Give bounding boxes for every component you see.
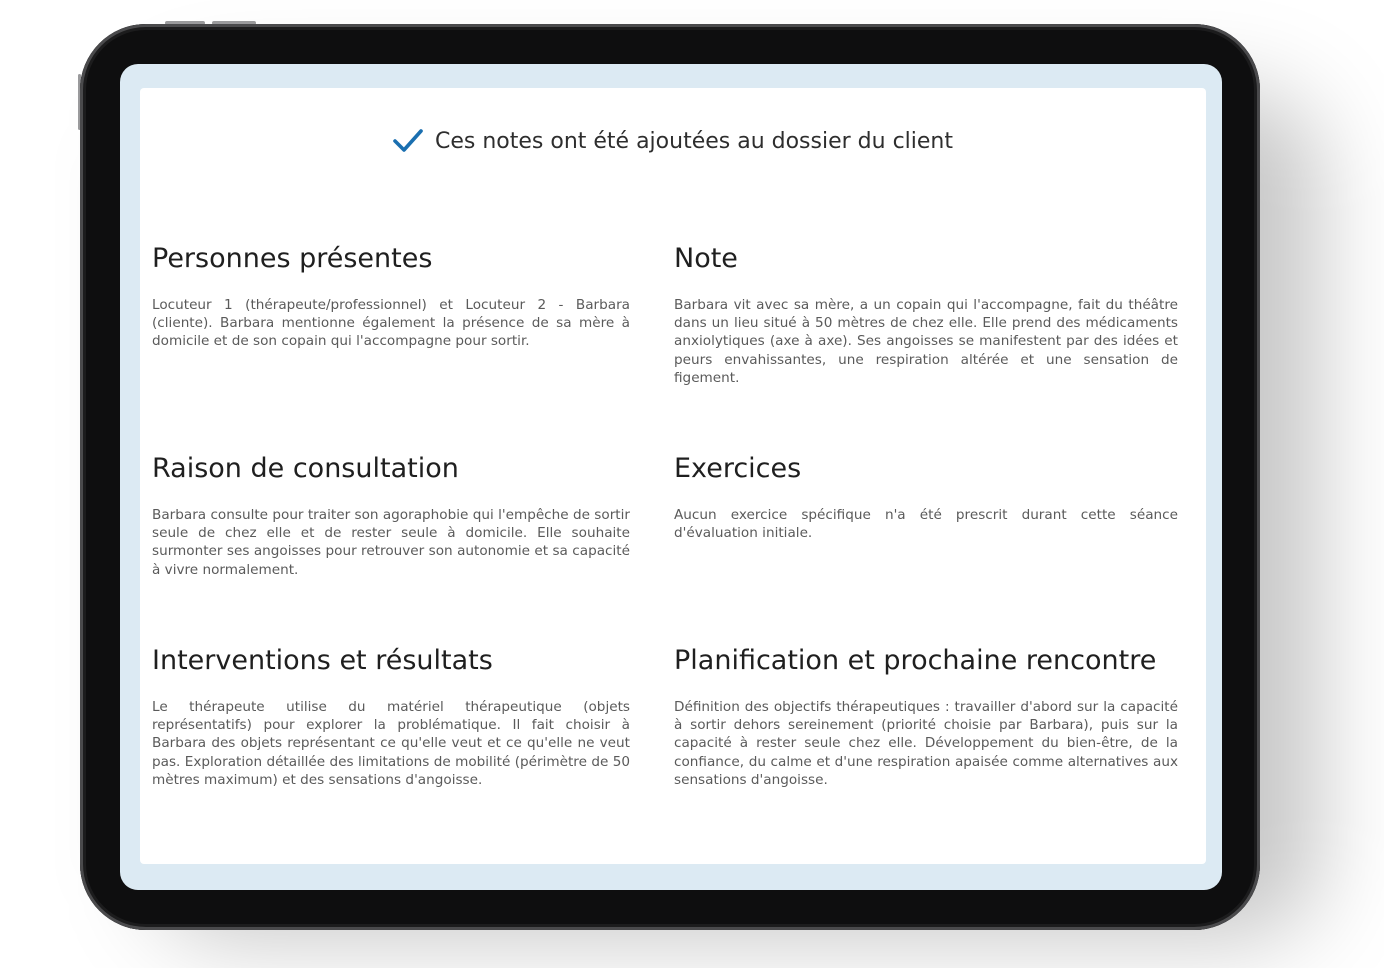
section-planification bbox=[674, 644, 1178, 789]
section-title: Planification et prochaine rencontre bbox=[674, 645, 1157, 676]
section-body: Aucun exercice spécifique n'a été prescrit durant cette séance d'évaluation initiale. bbox=[674, 507, 1178, 542]
confirmation-text: Ces notes ont été ajoutées au dossier du client bbox=[434, 128, 953, 154]
section-title: Note bbox=[674, 243, 738, 274]
section-personnes-presentes bbox=[152, 242, 630, 351]
section-interventions-et-resultats bbox=[152, 644, 630, 789]
tablet-screen bbox=[120, 64, 1222, 890]
section-title: Personnes présentes bbox=[152, 243, 433, 274]
section-title: Exercices bbox=[674, 453, 802, 484]
section-title: Interventions et résultats bbox=[152, 645, 493, 676]
section-body: Barbara consulte pour traiter son agoraphobie qui l'empêche de sortir seule de chez elle et de rester seule à domicile. Elle souhaite surmonter ses angoisses pour retrouver son autonomie et sa capacité à vivre normalement. bbox=[152, 507, 630, 578]
section-title: Raison de consultation bbox=[152, 453, 459, 484]
check-icon bbox=[393, 128, 423, 154]
notes-card bbox=[140, 88, 1206, 864]
section-body: Locuteur 1 (thérapeute/professionnel) et Locuteur 2 - Barbara (cliente). Barbara mentionne également la présence de sa mère à domicile et de son copain qui l'accompagne pour sortir. bbox=[152, 297, 630, 350]
section-body: Définition des objectifs thérapeutiques : travailler d'abord sur la capacité à sortir dehors sereinement (priorité choisie par Barbara), puis sur la capacité à rester seule chez elle. Développement du bien-être, de la confiance, du calme et d'une respiration apaisée comme alternatives aux sensations d'angoisse. bbox=[674, 699, 1178, 788]
section-note bbox=[674, 242, 1178, 387]
section-raison-de-consultation bbox=[152, 452, 630, 579]
section-exercices bbox=[674, 452, 1178, 542]
section-body: Le thérapeute utilise du matériel thérapeutique (objets représentatifs) pour explorer la problématique. Il fait choisir à Barbara des objets représentant ce qu'elle veut et ce qu'elle ne veut pas. Exploration détaillée des limitations de mobilité (périmètre de 50 mètres maximum) et des sensations d'angoisse. bbox=[152, 699, 630, 788]
confirmation-banner bbox=[140, 128, 1206, 154]
section-body: Barbara vit avec sa mère, a un copain qui l'accompagne, fait du théâtre dans un lieu situé à 50 mètres de chez elle. Elle prend des médicaments anxiolytiques (axe à axe). Ses angoisses se manifestent par des idées et peurs envahissantes, une respiration altérée et une sensation de figement. bbox=[674, 297, 1178, 386]
